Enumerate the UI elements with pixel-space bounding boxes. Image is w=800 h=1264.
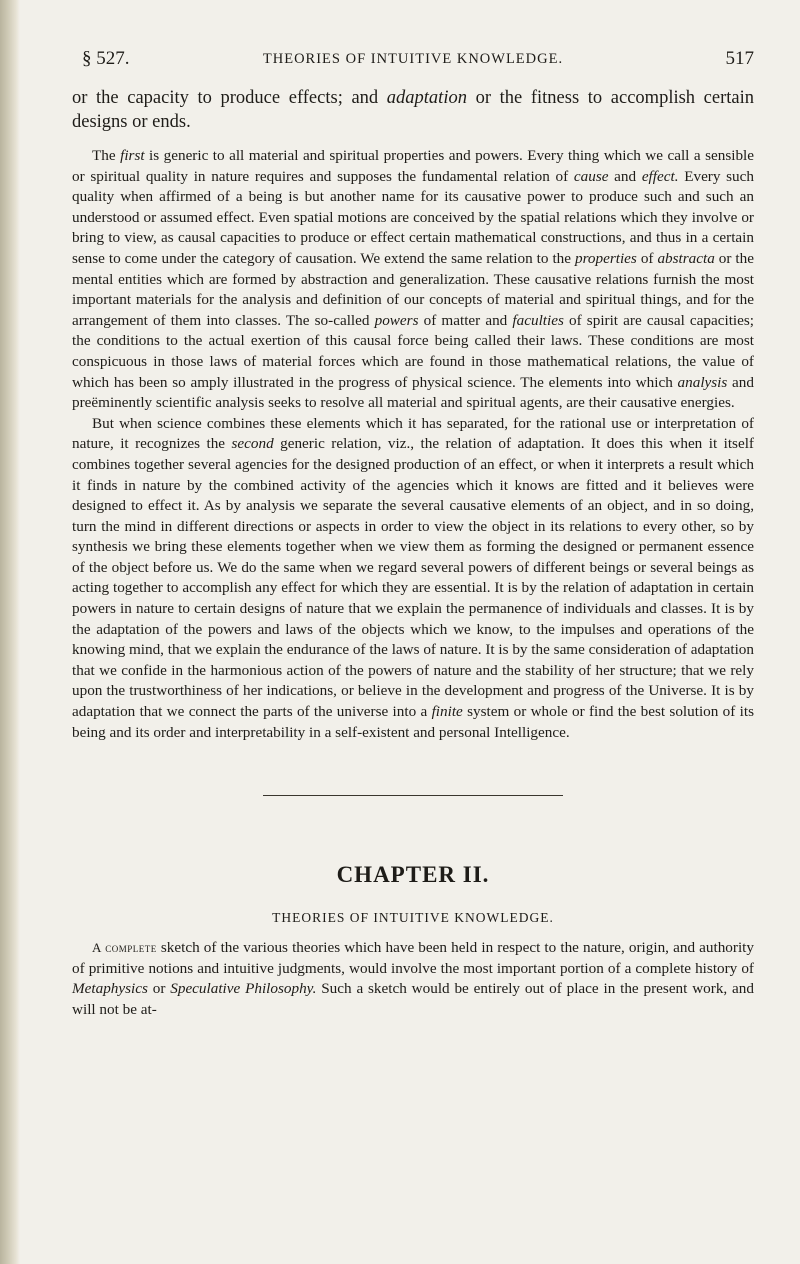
page-number: 517 bbox=[725, 48, 754, 69]
paragraph-adaptation: But when science combines these elements which it has separated, for the rational use or interpretation of nature, it recognizes the second generic relation, viz., the relation of adaptation. It does this when it itself combines together several agencies for the designed production of an effect, or when it interprets a result which it finds in nature by the combined activity of the agencies which it knows are fitted and it believes were designed to effect it. As by analysis we separate the several causative elements of an object, and in so doing, turn the mind in different directions or aspects in order to view the object in its relations to every other, so by synthesis we bring these elements together when we view them as forming the designed or permanent essence of the object before us. We do the same when we regard several powers of different beings or several beings as acting together to accomplish any effect for which they are essential. It is by the relation of adaptation in certain powers in nature to certain designs of nature that we explain the permanence of individuals and classes. It is by the adaptation of the powers and laws of the objects which we know, to the impulses and operations of the knowing mind, that we explain the endurance of the laws of nature. It is by the same consideration of adaptation that we confide in the harmonious action of the powers of nature and the stability of her structure; that we rely upon the trustworthiness of her indications, or believe in the development and progress of the Universe. It is by adaptation that we connect the parts of the universe into a finite system or whole or find the best solution of its being and its order and interpretability in a self-existent and personal Intelligence. bbox=[72, 414, 754, 741]
section-number: § 527. bbox=[82, 48, 130, 69]
running-header bbox=[72, 48, 754, 72]
chapter-subtitle: THEORIES OF INTUITIVE KNOWLEDGE. bbox=[272, 910, 554, 926]
section-divider bbox=[263, 795, 563, 796]
chapter-heading: CHAPTER II. bbox=[336, 862, 490, 888]
book-page bbox=[72, 48, 754, 1021]
paragraph-chapter-opening: A complete sketch of the various theories which have been held in respect to the nature, origin, and authority of primitive notions and intuitive judgments, would involve the most important portion of a complete history of Metaphysics or Speculative Philosophy. Such a sketch would be entirely out of place in the present work, and will not be at- bbox=[72, 939, 754, 1018]
continued-paragraph: or the capacity to produce effects; and adaptation or the fitness to accomplish certain designs or ends. bbox=[72, 88, 754, 132]
paragraph-causation: The first is generic to all material and spiritual properties and powers. Every thing which we call a sensible or spiritual quality in nature requires and supposes the fundamental relation of cause and effect. Every such quality when affirmed of a being is but another name for its causative power to produce such and such an understood or assumed effect. Even spatial motions are conceived by the spatial relations which they involve or bring to view, as causal capacities to produce or effect certain mathematical constructions, and thus in a certain sense to come under the category of causation. We extend the same relation to the properties of abstracta or the mental entities which are formed by abstraction and generalization. These causative relations furnish the most important materials for the analysis and definition of our concepts of material and spiritual things, and for the arrangement of them into classes. The so-called powers of matter and faculties of spirit are causal capacities; the conditions to the actual exertion of this causal force being called their laws. These conditions are most conspicuous in those laws of material forces which are found in those mathematical relations, the value of which has been so amply illustrated in the progress of physical science. The elements into which analysis and preëminently scientific analysis seeks to resolve all material and spiritual agents, are their causative energies. bbox=[72, 147, 755, 412]
running-title: THEORIES OF INTUITIVE KNOWLEDGE. bbox=[262, 51, 564, 67]
book-spine-shadow bbox=[0, 0, 20, 1264]
